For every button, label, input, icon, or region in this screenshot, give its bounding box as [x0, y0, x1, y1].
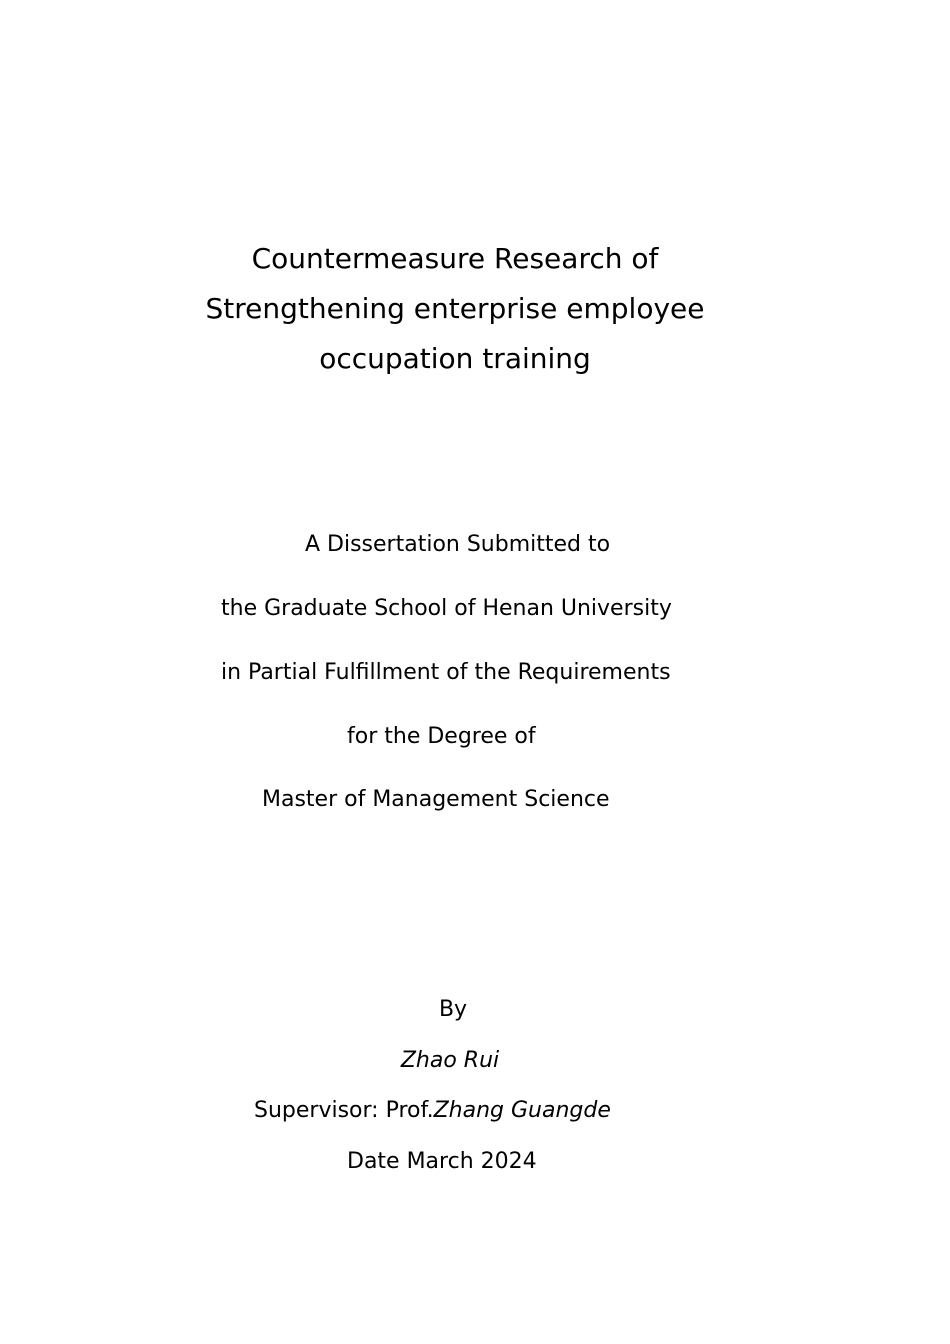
- date-line: Date March 2024: [347, 1149, 537, 1174]
- supervisor-line: [254, 1100, 611, 1122]
- submission-line-2: the Graduate School of Henan University: [221, 596, 672, 621]
- supervisor-name: Zhang Guangde: [433, 1098, 611, 1123]
- thesis-title-line-2: Strengthening enterprise employee: [205, 292, 705, 325]
- thesis-title-line-3: occupation training: [319, 342, 591, 375]
- submission-line-4: for the Degree of: [347, 724, 536, 749]
- by-label: By: [438, 997, 468, 1022]
- submission-line-1: A Dissertation Submitted to: [305, 532, 611, 557]
- submission-line-3: in Partial Fulfillment of the Requirements: [221, 660, 671, 685]
- thesis-title-line-1: Countermeasure Research of: [251, 242, 659, 275]
- degree-name: Master of Management Science: [262, 787, 610, 812]
- author-name: Zhao Rui: [400, 1048, 500, 1073]
- supervisor-label: Supervisor: Prof.: [254, 1098, 434, 1123]
